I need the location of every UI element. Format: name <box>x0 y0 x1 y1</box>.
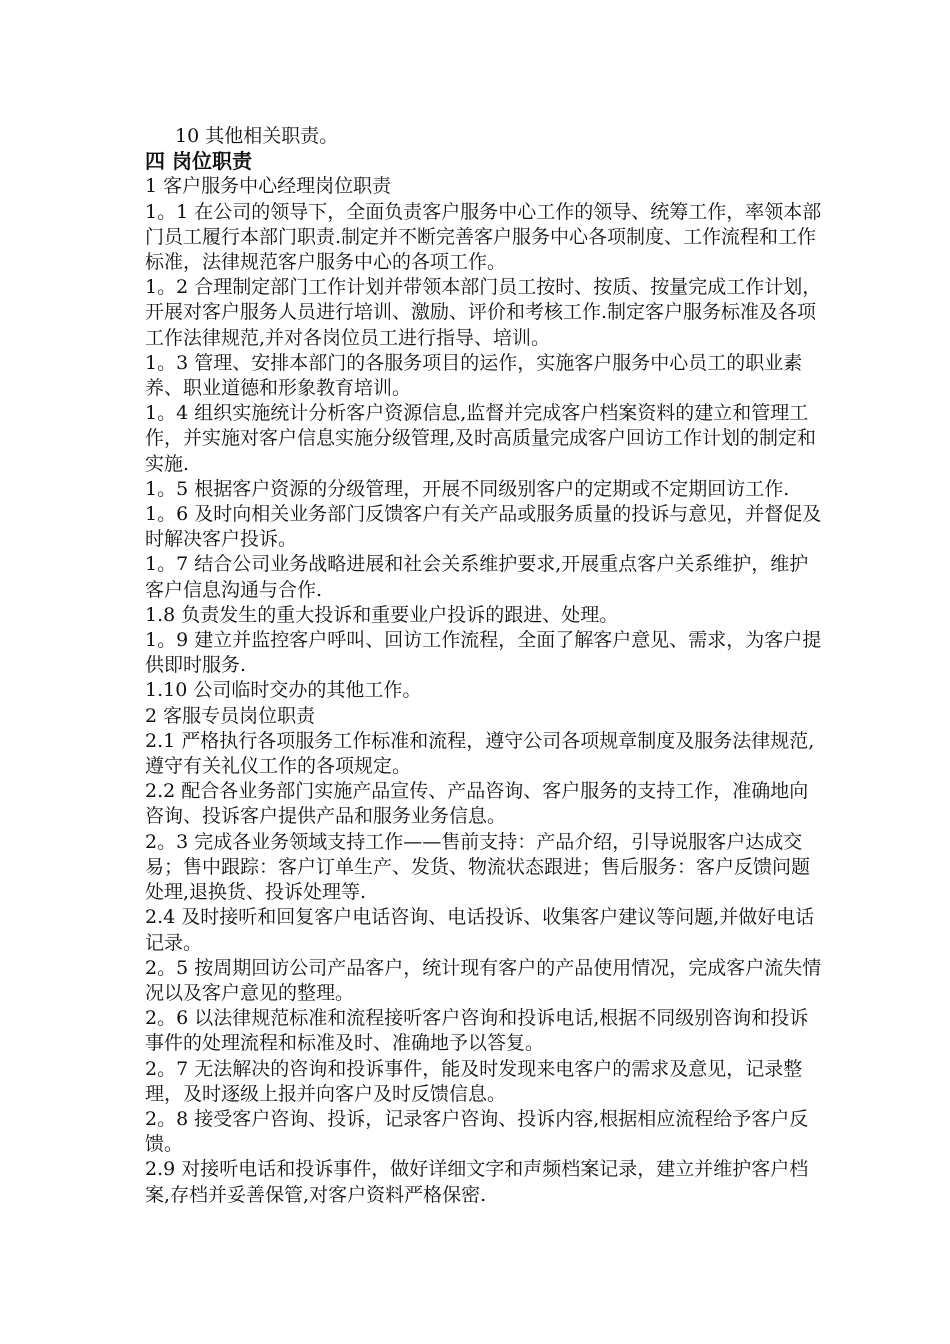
subsection-title-specialist: 2 客服专员岗位职责 <box>145 704 316 727</box>
duty-item: 2.9 对接听电话和投诉事件，做好详细文字和声频档案记录，建立并维护客户档案,存档并妥善保管,对客户资料严格保密. <box>145 1158 809 1206</box>
subsection-title-manager: 1 客户服务中心经理岗位职责 <box>145 175 392 198</box>
duty-item: 2。7 无法解决的咨询和投诉事件，能及时发现来电客户的需求及意见，记录整理，及时逐级上报并向客户及时反馈信息。 <box>145 1057 803 1105</box>
document-body <box>145 124 825 1208</box>
duty-item: 1。3 管理、安排本部门的各服务项目的运作，实施客户服务中心员工的职业素养、职业道德和形象教育培训。 <box>145 351 803 400</box>
duty-item: 1.8 负责发生的重大投诉和重要业户投诉的跟进、处理。 <box>145 603 619 626</box>
duty-item: 1。7 结合公司业务战略进展和社会关系维护要求,开展重点客户关系维护，维护客户信息沟通与合作. <box>145 553 809 601</box>
duty-item: 1。1 在公司的领导下，全面负责客户服务中心工作的领导、统筹工作，率领本部门员工履行本部门职责.制定并不断完善客户服务中心各项制度、工作流程和工作标准，法律规范客户服务中心的各项工作。 <box>145 200 822 274</box>
duty-item: 2。3 完成各业务领域支持工作——售前支持：产品介绍，引导说服客户达成交易；售中跟踪：客户订单生产、发货、物流状态跟进；售后服务：客户反馈问题处理,退换货、投诉处理等. <box>145 830 811 904</box>
duty-item: 1。6 及时向相关业务部门反馈客户有关产品或服务质量的投诉与意见，并督促及时解决客户投诉。 <box>145 503 822 551</box>
duty-item: 2。5 按周期回访公司产品客户，统计现有客户的产品使用情况，完成客户流失情况以及客户意见的整理。 <box>145 956 822 1004</box>
section-heading: 四 岗位职责 <box>145 149 252 174</box>
lead-item: 10 其他相关职责。 <box>175 125 339 147</box>
duty-item: 1。9 建立并监控客户呼叫、回访工作流程，全面了解客户意见、需求，为客户提供即时服务. <box>145 629 822 677</box>
duty-item: 1。5 根据客户资源的分级管理，开展不同级别客户的定期或不定期回访工作. <box>145 477 790 500</box>
duty-item: 2.1 严格执行各项服务工作标准和流程，遵守公司各项规章制度及服务法律规范,遵守有关礼仪工作的各项规定。 <box>145 729 815 778</box>
duty-item: 1.10 公司临时交办的其他工作。 <box>145 679 422 702</box>
duty-item: 2.4 及时接听和回复客户电话咨询、电话投诉、收集客户建议等问题,并做好电话记录。 <box>145 906 815 954</box>
duty-item: 2。6 以法律规范标准和流程接听客户咨询和投诉电话,根据不同级别咨询和投诉事件的处理流程和标准及时、准确地予以答复。 <box>145 1007 809 1055</box>
duty-item: 2.2 配合各业务部门实施产品宣传、产品咨询、客户服务的支持工作，准确地向咨询、投诉客户提供产品和服务业务信息。 <box>145 780 809 828</box>
duty-item: 1。2 合理制定部门工作计划并带领本部门员工按时、按质、按量完成工作计划，开展对客户服务人员进行培训、激励、评价和考核工作.制定客户服务标准及各项工作法律规范,并对各岗位员工进行指导、培训。 <box>145 276 822 349</box>
duty-item: 2。8 接受客户咨询、投诉，记录客户咨询、投诉内容,根据相应流程给予客户反馈。 <box>145 1107 809 1156</box>
duty-item: 1。4 组织实施统计分析客户资源信息,监督并完成客户档案资料的建立和管理工作，并实施对客户信息实施分级管理,及时高质量完成客户回访工作计划的制定和实施. <box>145 402 817 475</box>
